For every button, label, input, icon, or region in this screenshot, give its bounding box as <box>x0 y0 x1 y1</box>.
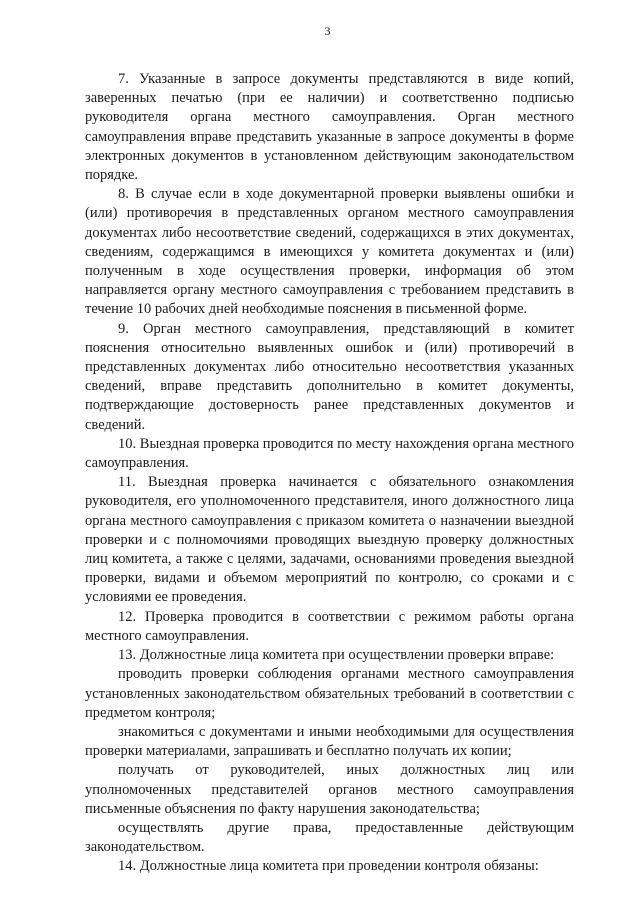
paragraph-14: 14. Должностные лица комитета при проведении контроля обязаны: <box>118 858 539 875</box>
paragraph-7: 7. Указанные в запросе документы представляются в виде копий, заверенных печатью (при ее наличии) и соответственно подписью руководителя органа местного самоуправления. Орган местного самоуправления вправе представить указанные в запросе документы в форме электронных документов в установленном действующим законодательством порядке. <box>85 71 574 184</box>
paragraph-13: 13. Должностные лица комитета при осуществлении проверки вправе: <box>118 647 555 664</box>
rights-item-documents: знакомиться с документами и иными необходимыми для осуществления проверки материалами, запрашивать и бесплатно получать их копии; <box>85 723 574 760</box>
rights-item-inspections: проводить проверки соблюдения органами местного самоуправления установленных законодательством обязательных требований в соответствии с предметом контроля; <box>85 666 574 721</box>
paragraph-8: 8. В случае если в ходе документарной проверки выявлены ошибки и (или) противоречия в представленных органом местного самоуправления документах либо несоответствие сведений, содержащихся в этих документах, сведениям, содержащимся в имеющихся у комитета документах и (или) полученным в ходе осуществления проверки, информация об этом направляется органу местного самоуправления с требованием представить в течение 10 рабочих дней необходимые пояснения в письменной форме. <box>85 186 574 318</box>
page-number: 3 <box>324 24 331 38</box>
document-body <box>85 70 574 877</box>
paragraph-12: 12. Проверка проводится в соответствии с режимом работы органа местного самоуправления. <box>85 608 574 644</box>
paragraph-9: 9. Орган местного самоуправления, представляющий в комитет пояснения относительно выявленных ошибок и (или) противоречий в представленных документах либо относительно несоответствия указанных сведений, вправе представить дополнительно в комитет документы, подтверждающие достоверность ранее представленных документов и сведений. <box>85 320 574 433</box>
paragraph-10: 10. Выездная проверка проводится по месту нахождения органа местного самоуправления. <box>85 435 574 472</box>
rights-item-other: осуществлять другие права, предоставленные действующим законодательством. <box>85 819 574 856</box>
paragraph-11: 11. Выездная проверка начинается с обязательного ознакомления руководителя, его уполномоченного представителя, иного должностного лица органа местного самоуправления с приказом комитета о назначении выездной проверки и с полномочиями проводящих выездную проверку должностных лиц комитета, а также с целями, задачами, основаниями проведения выездной проверки, видами и объемом мероприятий по контролю, со сроками и с условиями ее проведения. <box>85 474 574 606</box>
rights-item-explanations: получать от руководителей, иных должностных лиц или уполномоченных представителей органов местного самоуправления письменные объяснения по факту нарушения законодательства; <box>85 762 574 817</box>
